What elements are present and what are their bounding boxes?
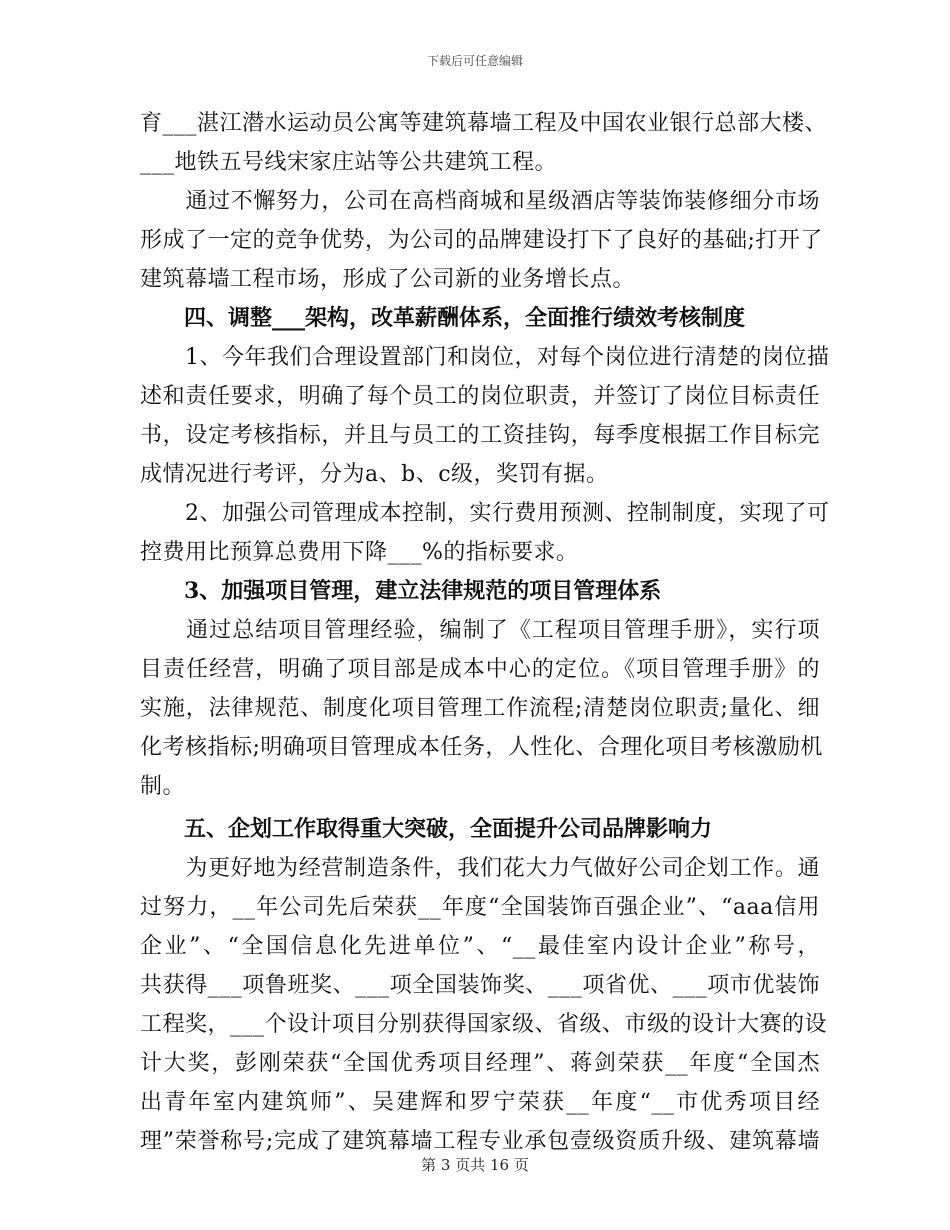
paragraph-6 [140, 849, 828, 1161]
text-line: 过努力，__年公司先后荣获__年度“全国装饰百强企业”、“aaa信用 [140, 895, 820, 920]
text-line: 成情况进行考评，分为a、b、c级，奖罚有据。 [140, 462, 609, 487]
text-line: 实施，法律规范、制度化项目管理工作流程;清楚岗位职责;量化、细 [140, 696, 820, 721]
text-line: 企业”、“全国信息化先进单位”、“__最佳室内设计企业”称号， [140, 934, 820, 959]
paragraph-4 [140, 494, 830, 572]
text-line: 计大奖，彭刚荣获“全国优秀项目经理”、蒋剑荣获__年度“全国杰 [140, 1051, 820, 1076]
text-line: 育___湛江潜水运动员公寓等建筑幕墙工程及中国农业银行总部大楼、 [140, 111, 828, 136]
paragraph-5 [140, 611, 823, 806]
text-line: 通过总结项目管理经验，编制了《工程项目管理手册》，实行项 [140, 618, 820, 643]
text-line: 建筑幕墙工程市场，形成了公司新的业务增长点。 [140, 267, 636, 292]
text-line: 述和责任要求，明确了每个员工的岗位职责，并签订了岗位目标责任 [140, 384, 820, 409]
document-body [140, 104, 830, 1161]
text-line: 形成了一定的竞争优势，为公司的品牌建设打下了良好的基础;打开了 [140, 228, 823, 253]
text-line: 目责任经营，明确了项目部是成本中心的定位。《项目管理手册》的 [140, 657, 820, 682]
page-footer: 第 3 页共 16 页 [421, 1156, 529, 1174]
text-line: 制。 [140, 774, 186, 799]
paragraph-2 [140, 182, 823, 299]
page-header: 下载后可任意编辑 [426, 54, 523, 68]
text-line: 书，设定考核指标，并且与员工的工资挂钩，每季度根据工作目标完 [140, 423, 820, 448]
text-line: 共获得___项鲁班奖、___项全国装饰奖、___项省优、___项市优装饰 [140, 973, 820, 998]
paragraph-1 [140, 104, 828, 182]
text-line: 2、加强公司管理成本控制，实行费用预测、控制制度，实现了可 [140, 501, 830, 526]
section-heading-5: 五、企划工作取得重大突破，全面提升公司品牌影响力 [184, 816, 713, 842]
text-line: 工程奖，___个设计项目分别获得国家级、省级、市级的设计大赛的设 [140, 1012, 828, 1037]
text-line: 控费用比预算总费用下降___%的指标要求。 [140, 540, 579, 565]
text-line: ___地铁五号线宋家庄站等公共建筑工程。 [140, 150, 558, 175]
text-line: 为更好地为经营制造条件，我们花大力气做好公司企划工作。通 [140, 856, 820, 881]
section-heading-4: 四、调整___架构，改革薪酬体系，全面推行绩效考核制度 [184, 305, 746, 331]
section-heading-3: 3、加强项目管理，建立法律规范的项目管理体系 [184, 578, 662, 604]
text-line: 1、今年我们合理设置部门和岗位，对每个岗位进行清楚的岗位描 [140, 345, 830, 370]
text-line: 化考核指标;明确项目管理成本任务，人性化、合理化项目考核激励机 [140, 735, 823, 760]
text-line: 理”荣誉称号;完成了建筑幕墙工程专业承包壹级资质升级、建筑幕墙 [140, 1129, 820, 1154]
text-line: 通过不懈努力，公司在高档商城和星级酒店等装饰装修细分市场 [140, 189, 820, 214]
paragraph-3 [140, 338, 830, 494]
text-line: 出青年室内建筑师”、吴建辉和罗宁荣获__年度“__市优秀项目经 [140, 1090, 820, 1115]
